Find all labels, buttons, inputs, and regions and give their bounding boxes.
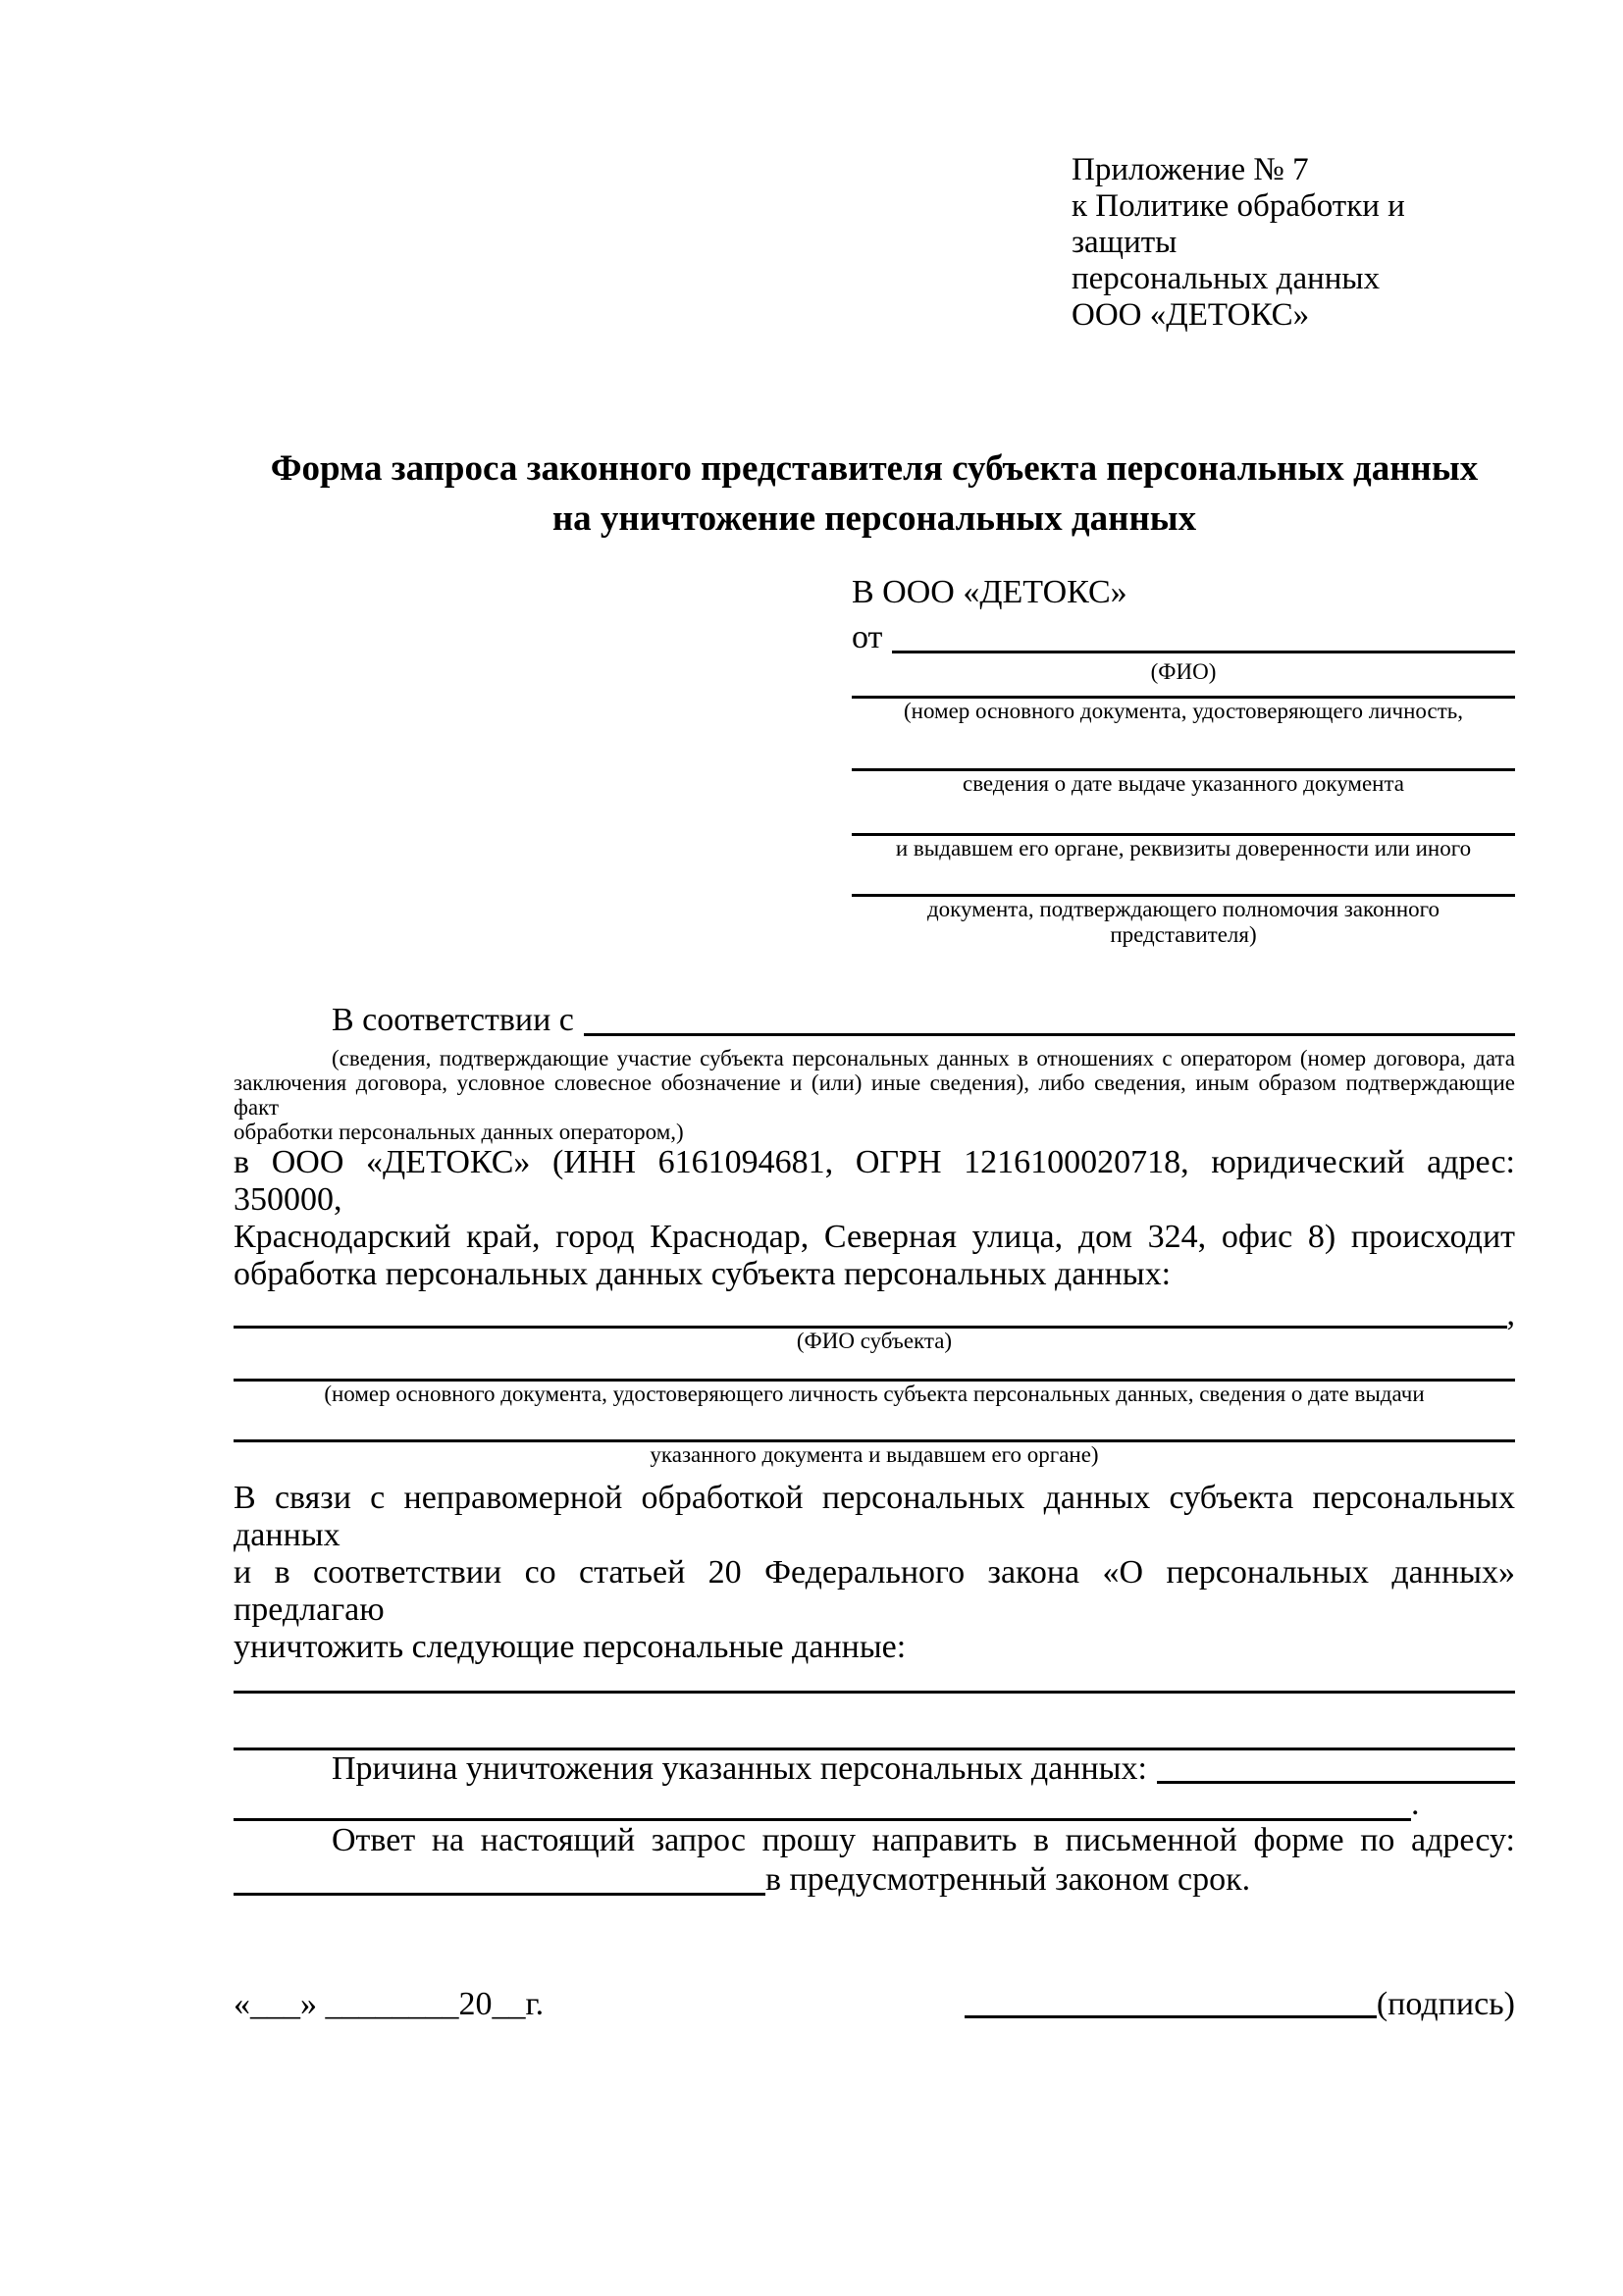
operator-paragraph-line: Краснодарский край, город Краснодар, Северная улица, дом 324, офис 8) происходит [234,1219,1515,1255]
doc-info-field [852,861,1515,948]
address-blank-line [234,1866,765,1896]
request-paragraph-line: и в соответствии со статьей 20 Федерального закона «О персональных данных» предлагаю [234,1554,1515,1628]
subject-doc-hint: (номер основного документа, удостоверяющего личность субъекта персональных данных, сведения о дате выдачи [324,1382,1425,1406]
doc-info-field [852,685,1515,724]
subject-doc-blank-line [234,1407,1515,1442]
accordance-hint-line: заключения договора, условное словесное обозначение и (или) иные сведения), либо сведения, иным образом подтверждающие факт [234,1070,1515,1120]
subject-fio-blank-line [234,1301,1507,1329]
request-paragraph-line: В связи с неправомерной обработкой персональных данных субъекта персональных данных [234,1480,1515,1553]
date-signature-row [234,1983,1515,2026]
reply-tail: в предусмотренный законом срок. [765,1861,1251,1898]
accordance-hint [234,1046,1515,1144]
date-blank: «___» ________20__г. [234,1986,545,2022]
title-line: Форма запроса законного представителя субъекта персональных данных [270,448,1479,489]
from-field [852,616,1515,659]
operator-paragraph [234,1144,1515,1293]
doc-info-field [852,724,1515,797]
doc-info-hint: и выдавшем его органе, реквизиты доверенности или иного [895,836,1472,861]
title-line: на уничтожение персональных данных [551,498,1197,539]
reason-continuation-blank-line [234,1792,1411,1821]
comma: , [1506,1296,1515,1332]
signature-field [965,1983,1515,2026]
addressee-block [852,571,1515,948]
doc-info-hint: сведения о дате выдаче указанного документа [962,771,1405,796]
subject-fio-hint: (ФИО субъекта) [796,1329,953,1353]
subject-doc-field [234,1354,1515,1407]
fio-hint: (ФИО) [1150,659,1217,684]
request-paragraph [234,1480,1515,1666]
operator-paragraph-line: в ООО «ДЕТОКС» (ИНН 6161094681, ОГРН 1216100020718, юридический адрес: 350000, [234,1144,1515,1218]
addressee-org: В ООО «ДЕТОКС» [852,574,1127,610]
signature-blank-line [965,1989,1377,2018]
doc-info-field [852,797,1515,861]
reason-continuation [234,1788,1515,1821]
fio-blank-line [892,616,1515,653]
appendix-line: ООО «ДЕТОКС» [1072,297,1310,333]
accordance-field [234,999,1515,1042]
subject-fio-field [234,1296,1515,1332]
reply-address-field [234,1860,1515,1900]
subject-doc-hint: указанного документа и выдавшем его органе) [650,1442,1099,1467]
accordance-blank-line [584,999,1515,1036]
personal-data-blank-line [234,1694,1515,1750]
doc-info-blank-line [852,861,1515,897]
doc-info-blank-line [852,685,1515,699]
doc-info-blank-line [852,797,1515,836]
doc-info-hint: (номер основного документа, удостоверяющего личность, [903,699,1463,723]
accordance-lead: В соответствии с [332,1002,574,1038]
accordance-hint-line: обработки персональных данных оператором,) [234,1120,684,1144]
reason-blank-line [1157,1750,1515,1784]
personal-data-blank-line [234,1666,1515,1694]
appendix-line: персональных данных [1072,261,1381,296]
signature-hint: (подпись) [1376,1986,1515,2022]
subject-doc-field [234,1407,1515,1468]
appendix-line: к Политике обработки и защиты [1072,188,1405,260]
operator-paragraph-line: обработка персональных данных субъекта персональных данных: [234,1256,1172,1292]
reason-field [234,1750,1515,1788]
from-label: от [852,619,883,655]
period: . [1411,1786,1420,1822]
subject-doc-blank-line [234,1354,1515,1382]
reply-paragraph-line: Ответ на настоящий запрос прошу направить в письменной форме по адресу: [332,1822,1515,1858]
reason-lead: Причина уничтожения указанных персональных данных: [332,1750,1147,1787]
document-title [234,444,1515,544]
request-paragraph-line: уничтожить следующие персональные данные: [234,1629,907,1665]
appendix-line: Приложение № 7 [1072,152,1309,187]
appendix-note [1072,152,1515,334]
doc-info-hint: документа, подтверждающего полномочия законного представителя) [926,897,1440,947]
accordance-hint-line: (сведения, подтверждающие участие субъекта персональных данных в отношениях с оператором (номер договора, дата [332,1046,1515,1070]
doc-info-blank-line [852,724,1515,771]
